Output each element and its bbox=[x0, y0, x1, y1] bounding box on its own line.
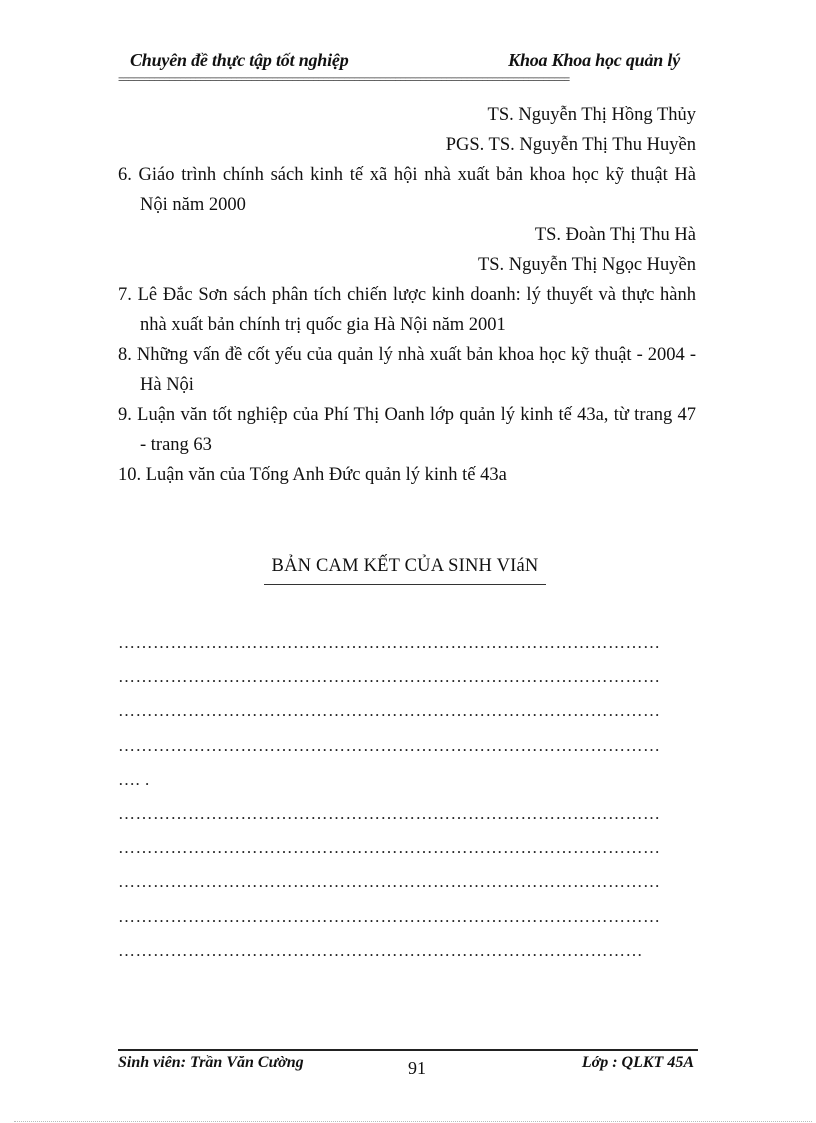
reference-text: 6. Giáo trình chính sách kinh tế xã hội nhà xuất bản khoa học kỹ thuật Hà bbox=[118, 165, 696, 185]
reference-item-10 bbox=[118, 460, 696, 490]
author-line: PGS. TS. Nguyễn Thị Thu Huyền bbox=[445, 135, 696, 155]
reference-item-7 bbox=[118, 280, 696, 340]
fill-line: ………………………………………………………………………………… bbox=[118, 838, 661, 858]
commitment-fill-lines bbox=[118, 626, 683, 968]
reference-text: 10. Luận văn của Tống Anh Đức quản lý kinh tế 43a bbox=[118, 465, 507, 485]
footer-student-name: Sinh viên: Trần Văn Cường bbox=[118, 1054, 304, 1071]
reference-text: 7. Lê Đắc Sơn sách phân tích chiến lược kinh doanh: lý thuyết và thực hành bbox=[118, 285, 696, 305]
footer-class: Lớp : QLKT 45A bbox=[581, 1054, 694, 1071]
author-line: TS. Đoàn Thị Thu Hà bbox=[534, 225, 696, 245]
fill-line: ………………………………………………………………………………… bbox=[118, 633, 661, 652]
reference-text-cont: Nội năm 2000 bbox=[140, 195, 246, 215]
commitment-title-underline bbox=[264, 584, 546, 585]
author-line: TS. Nguyễn Thị Ngọc Huyền bbox=[477, 255, 696, 275]
header-report-title: Chuyên đề thực tập tốt nghiệp bbox=[130, 50, 349, 70]
page-number: 91 bbox=[408, 1058, 426, 1078]
fill-line: ………………………………………………………………………………… bbox=[118, 735, 661, 755]
page-break-line bbox=[14, 1121, 812, 1122]
fill-line: …. . bbox=[118, 769, 150, 789]
reference-text: 9. Luận văn tốt nghiệp của Phí Thị Oanh lớp quản lý kinh tế 43a, từ trang 47 bbox=[118, 405, 696, 425]
fill-line: ………………………………………………………………………………… bbox=[118, 872, 661, 892]
reference-item-8 bbox=[118, 340, 696, 400]
fill-line: ……………………………………………………………………………… bbox=[118, 940, 643, 960]
fill-line: ………………………………………………………………………………… bbox=[118, 803, 661, 823]
reference-item-9 bbox=[118, 400, 696, 460]
commitment-title: BẢN CAM KẾT CỦA SINH VIáN bbox=[271, 556, 539, 576]
reference-text-cont: Hà Nội bbox=[140, 375, 194, 395]
header-faculty: Khoa Khoa học quản lý bbox=[508, 50, 680, 70]
fill-line: ………………………………………………………………………………… bbox=[118, 906, 661, 926]
header-row bbox=[118, 50, 686, 71]
reference-item-6 bbox=[118, 160, 696, 220]
author-line: TS. Nguyễn Thị Hồng Thủy bbox=[487, 105, 696, 125]
footer-separator bbox=[118, 1049, 698, 1051]
reference-text-cont: nhà xuất bản chính trị quốc gia Hà Nội năm 2001 bbox=[140, 315, 506, 335]
reference-text: 8. Những vấn đề cốt yếu của quản lý nhà xuất bản khoa học kỹ thuật - 2004 - bbox=[118, 345, 696, 365]
page-header bbox=[118, 50, 686, 85]
header-separator: ======================================================================================== bbox=[118, 75, 569, 85]
page-footer bbox=[118, 1054, 698, 1082]
reference-text-cont: - trang 63 bbox=[140, 435, 212, 455]
fill-line: ………………………………………………………………………………… bbox=[118, 701, 661, 721]
fill-line: ………………………………………………………………………………… bbox=[118, 667, 661, 687]
references-list bbox=[118, 100, 696, 490]
